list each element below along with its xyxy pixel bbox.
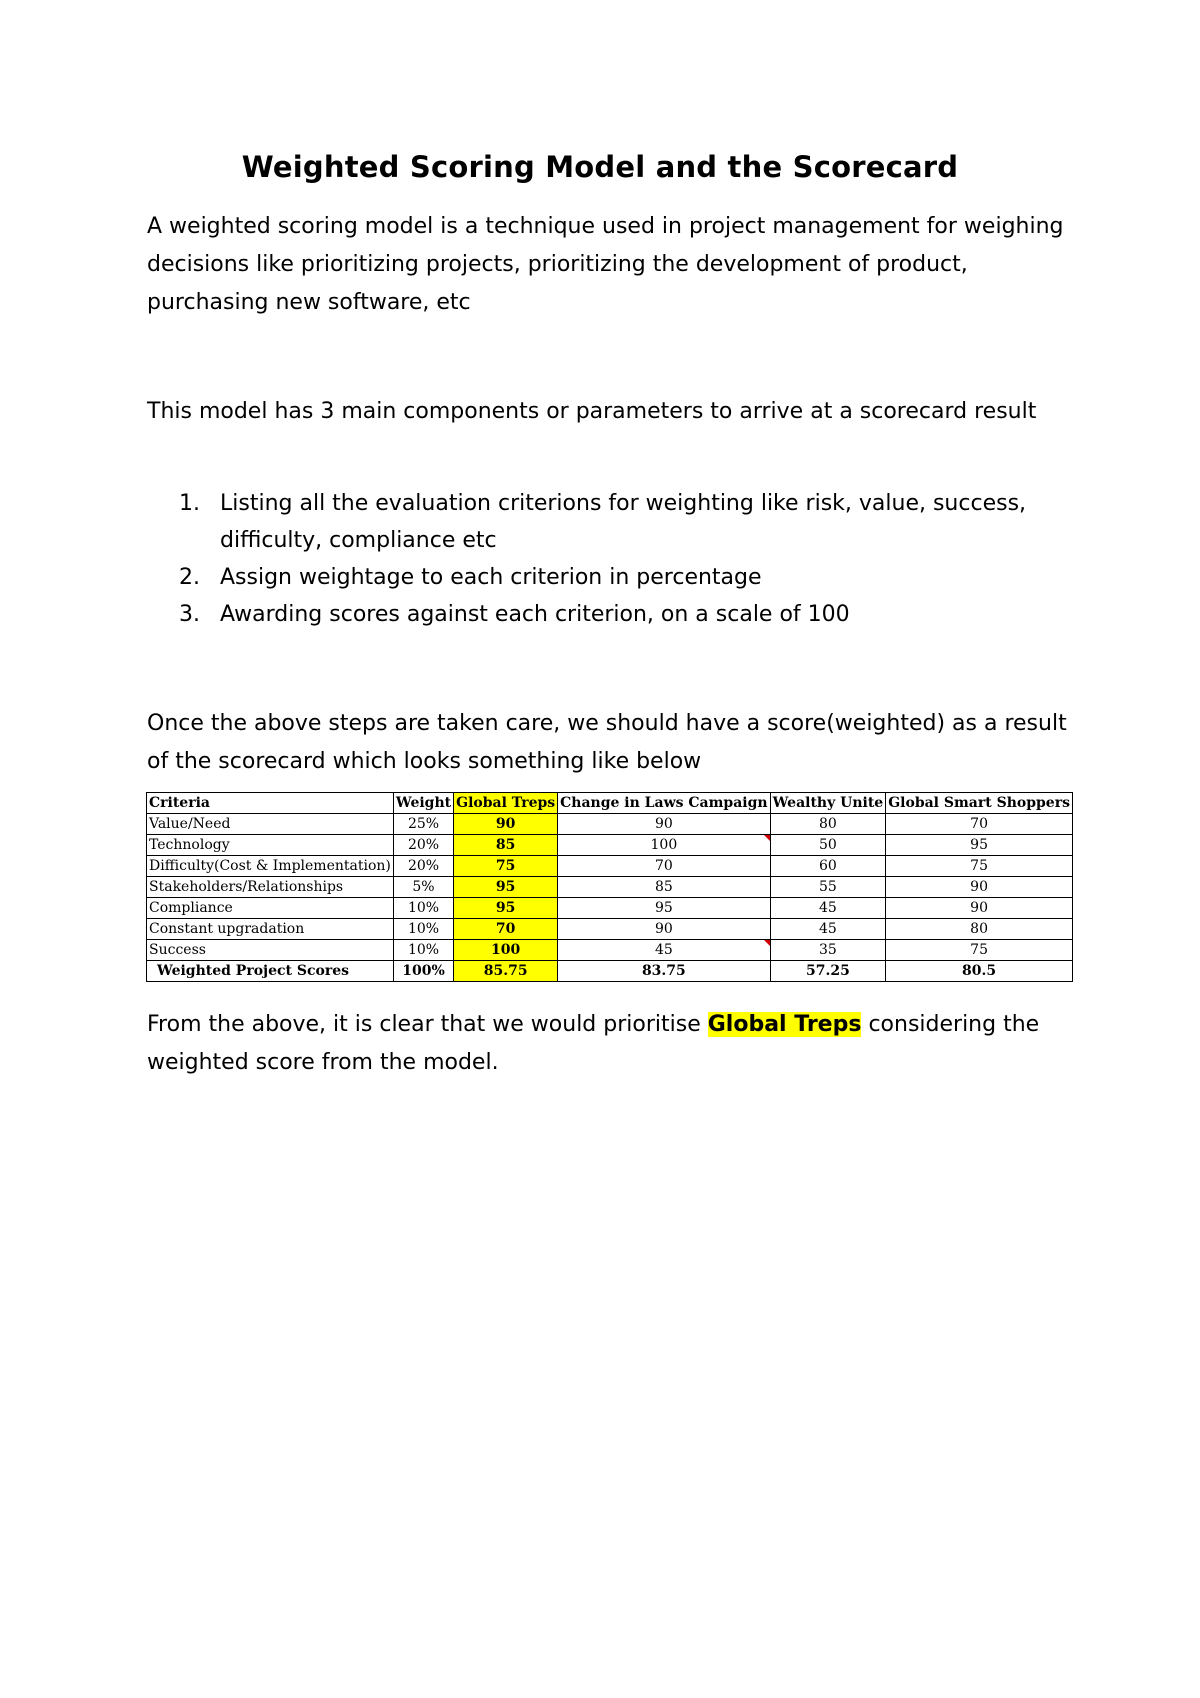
total-score-cell: 83.75 — [558, 961, 770, 982]
score-cell: 90 — [886, 898, 1073, 919]
table-row — [147, 835, 1073, 856]
table-row — [147, 919, 1073, 940]
table-row — [147, 856, 1073, 877]
scorecard-table — [146, 792, 1073, 982]
score-cell: 20% — [393, 856, 453, 877]
total-score-cell: 80.5 — [886, 961, 1073, 982]
criteria-cell: Technology — [147, 835, 394, 856]
score-cell: 90 — [558, 919, 770, 940]
criteria-cell: Success — [147, 940, 394, 961]
header-global-treps: Global Treps — [454, 793, 558, 814]
score-cell: 10% — [393, 898, 453, 919]
score-cell: 90 — [558, 814, 770, 835]
step-text: Listing all the evaluation criterions for weighting like risk, value, success, difficulty, compliance etc — [220, 491, 1027, 553]
score-cell: 95 — [454, 898, 558, 919]
criteria-cell: Stakeholders/Relationships — [147, 877, 394, 898]
score-cell: 50 — [770, 835, 886, 856]
score-cell: 100 — [558, 835, 770, 856]
table-body — [147, 814, 1073, 982]
table-row — [147, 877, 1073, 898]
table-header-row — [147, 793, 1073, 814]
components-paragraph: This model has 3 main components or parameters to arrive at a scorecard result — [147, 399, 1037, 424]
step-number: 2. — [179, 565, 200, 590]
conclusion-highlight: Global Treps — [707, 1012, 862, 1037]
score-cell: 10% — [393, 940, 453, 961]
score-cell: 60 — [770, 856, 886, 877]
score-cell: 80 — [770, 814, 886, 835]
score-cell: 70 — [558, 856, 770, 877]
conclusion-text-after: considering the weighted score from the model. — [147, 1012, 1040, 1075]
score-cell: 70 — [454, 919, 558, 940]
score-cell: 100 — [454, 940, 558, 961]
score-cell: 75 — [886, 940, 1073, 961]
step-number: 1. — [179, 491, 200, 516]
table-row — [147, 814, 1073, 835]
score-cell: 35 — [770, 940, 886, 961]
intro-paragraph: A weighted scoring model is a technique used in project management for weighing decisions like prioritizing projects, prioritizing the development of product, purchasing new software, etc — [147, 214, 1064, 315]
score-cell: 10% — [393, 919, 453, 940]
total-score-cell: 85.75 — [454, 961, 558, 982]
score-cell: 45 — [558, 940, 770, 961]
header-wealthy-unite: Wealthy Unite — [770, 793, 886, 814]
conclusion-paragraph — [147, 1006, 1077, 1082]
score-cell: 45 — [770, 898, 886, 919]
steps-list — [147, 485, 1077, 633]
score-cell: 95 — [558, 898, 770, 919]
page-title: Weighted Scoring Model and the Scorecard — [241, 150, 959, 184]
header-weight: Weight — [393, 793, 453, 814]
score-cell: 70 — [886, 814, 1073, 835]
step-item — [147, 596, 1077, 633]
conclusion-text-before: From the above, it is clear that we would prioritise — [147, 1012, 708, 1037]
score-cell: 45 — [770, 919, 886, 940]
score-cell: 55 — [770, 877, 886, 898]
criteria-cell: Constant upgradation — [147, 919, 394, 940]
total-label-cell: Weighted Project Scores — [147, 961, 394, 982]
score-cell: 5% — [393, 877, 453, 898]
score-cell: 85 — [558, 877, 770, 898]
header-change-in-laws: Change in Laws Campaign — [558, 793, 770, 814]
score-cell: 75 — [454, 856, 558, 877]
step-text: Assign weightage to each criterion in percentage — [220, 565, 762, 590]
score-cell: 90 — [886, 877, 1073, 898]
total-score-cell: 57.25 — [770, 961, 886, 982]
table-row — [147, 898, 1073, 919]
score-cell: 80 — [886, 919, 1073, 940]
scorecard-intro-paragraph: Once the above steps are taken care, we should have a score(weighted) as a result of the scorecard which looks something like below — [147, 711, 1067, 774]
total-score-cell: 100% — [393, 961, 453, 982]
score-cell: 95 — [454, 877, 558, 898]
step-number: 3. — [179, 602, 200, 627]
header-criteria: Criteria — [147, 793, 394, 814]
criteria-cell: Compliance — [147, 898, 394, 919]
criteria-cell: Value/Need — [147, 814, 394, 835]
step-item — [147, 559, 1077, 596]
table-total-row — [147, 961, 1073, 982]
score-cell: 95 — [886, 835, 1073, 856]
score-cell: 90 — [454, 814, 558, 835]
header-global-smart-shoppers: Global Smart Shoppers — [886, 793, 1073, 814]
score-cell: 85 — [454, 835, 558, 856]
table-row — [147, 940, 1073, 961]
step-text: Awarding scores against each criterion, on a scale of 100 — [220, 602, 850, 627]
step-item — [147, 485, 1077, 559]
score-cell: 20% — [393, 835, 453, 856]
criteria-cell: Difficulty(Cost & Implementation) — [147, 856, 394, 877]
score-cell: 75 — [886, 856, 1073, 877]
score-cell: 25% — [393, 814, 453, 835]
